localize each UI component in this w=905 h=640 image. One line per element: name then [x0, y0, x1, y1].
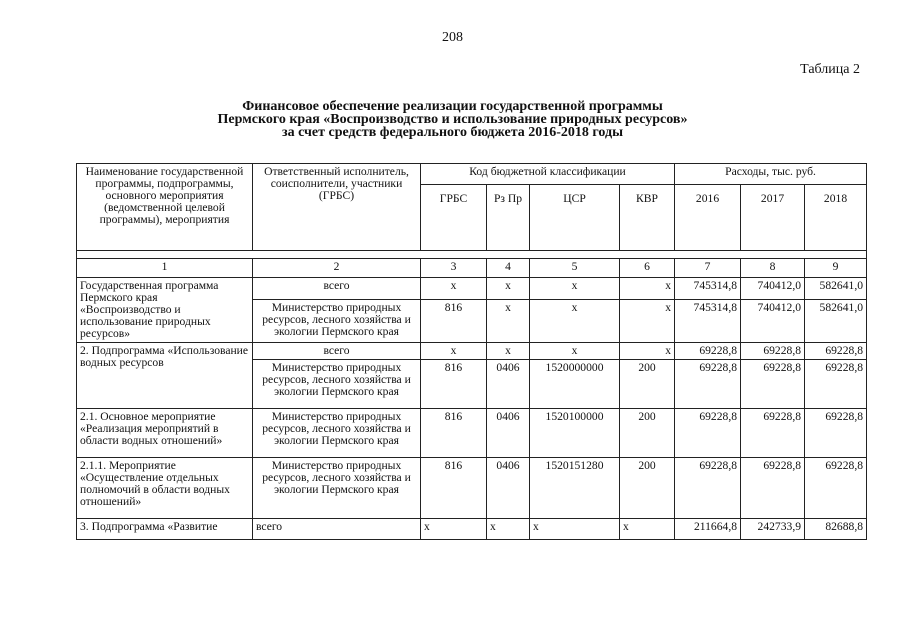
- row-executor: всего: [253, 519, 421, 540]
- row-kvr: 200: [620, 458, 675, 519]
- row-value-2017: 69228,8: [741, 343, 805, 360]
- table-row: [77, 278, 867, 300]
- row-kvr: 200: [620, 409, 675, 458]
- row-kvr: 200: [620, 360, 675, 409]
- column-number: 1: [77, 259, 253, 278]
- row-value-2016: 69228,8: [675, 458, 741, 519]
- row-value-2017: 69228,8: [741, 409, 805, 458]
- row-value-2016: 211664,8: [675, 519, 741, 540]
- row-value-2017: 740412,0: [741, 278, 805, 300]
- row-executor: Министерство природных ресурсов, лесного хозяйства и экологии Пермского края: [253, 458, 421, 519]
- row-value-2018: 69228,8: [805, 343, 867, 360]
- row-grbs: х: [421, 278, 487, 300]
- row-executor: Министерство природных ресурсов, лесного хозяйства и экологии Пермского края: [253, 409, 421, 458]
- row-kvr: х: [620, 519, 675, 540]
- row-executor: Министерство природных ресурсов, лесного хозяйства и экологии Пермского края: [253, 300, 421, 343]
- row-executor: всего: [253, 278, 421, 300]
- header-executor: Ответственный исполнитель, соисполнители, участники (ГРБС): [253, 164, 421, 251]
- table-row: [77, 343, 867, 360]
- row-rzpr: 0406: [487, 458, 530, 519]
- row-csr: 1520000000: [530, 360, 620, 409]
- header-year-2016: 2016: [675, 185, 741, 251]
- title-line-1: Финансовое обеспечение реализации государственной программы: [242, 99, 663, 114]
- column-number: 5: [530, 259, 620, 278]
- row-rzpr: х: [487, 300, 530, 343]
- row-name: 3. Подпрограмма «Развитие: [77, 519, 253, 540]
- column-number: 9: [805, 259, 867, 278]
- row-grbs: 816: [421, 458, 487, 519]
- row-rzpr: 0406: [487, 360, 530, 409]
- row-value-2017: 69228,8: [741, 458, 805, 519]
- row-kvr: х: [620, 278, 675, 300]
- row-csr: х: [530, 343, 620, 360]
- financing-table: [76, 163, 867, 540]
- title-line-2: Пермского края «Воспроизводство и использование природных ресурсов»: [217, 112, 688, 127]
- row-name: Государственная программа Пермского края «Воспроизводство и использование природных ресурсов»: [77, 278, 253, 343]
- row-value-2018: 582641,0: [805, 278, 867, 300]
- row-kvr: х: [620, 300, 675, 343]
- row-value-2018: 69228,8: [805, 409, 867, 458]
- table-row: [77, 409, 867, 458]
- header-year-2017: 2017: [741, 185, 805, 251]
- row-grbs: 816: [421, 300, 487, 343]
- column-number: 6: [620, 259, 675, 278]
- header-name: Наименование государственной программы, подпрограммы, основного мероприятия (ведомственной целевой программы), мероприятия: [77, 164, 253, 251]
- row-csr: 1520151280: [530, 458, 620, 519]
- row-value-2016: 745314,8: [675, 278, 741, 300]
- header-expenses: Расходы, тыс. руб.: [675, 164, 867, 185]
- row-csr: х: [530, 519, 620, 540]
- table-row: [77, 458, 867, 519]
- row-grbs: 816: [421, 409, 487, 458]
- row-grbs: х: [421, 343, 487, 360]
- page-number: 208: [442, 30, 463, 45]
- column-number-row: [77, 259, 867, 278]
- column-number: 3: [421, 259, 487, 278]
- header-year-2018: 2018: [805, 185, 867, 251]
- document-title: [0, 100, 905, 139]
- header-gap: [77, 251, 867, 259]
- row-grbs: х: [421, 519, 487, 540]
- table-row: [77, 519, 867, 540]
- row-value-2017: 242733,9: [741, 519, 805, 540]
- header-grbs: ГРБС: [421, 185, 487, 251]
- header-csr: ЦСР: [530, 185, 620, 251]
- row-value-2016: 745314,8: [675, 300, 741, 343]
- row-csr: х: [530, 278, 620, 300]
- header-budget-code: Код бюджетной классификации: [421, 164, 675, 185]
- row-value-2016: 69228,8: [675, 360, 741, 409]
- column-number: 8: [741, 259, 805, 278]
- header-kvr: КВР: [620, 185, 675, 251]
- title-line-3: за счет средств федерального бюджета 2016-2018 годы: [281, 125, 624, 140]
- column-number: 7: [675, 259, 741, 278]
- table-header-row-1: [77, 164, 867, 185]
- row-name: 2. Подпрограмма «Использование водных ресурсов: [77, 343, 253, 409]
- header-rzpr: Рз Пр: [487, 185, 530, 251]
- row-rzpr: х: [487, 519, 530, 540]
- row-csr: 1520100000: [530, 409, 620, 458]
- row-rzpr: 0406: [487, 409, 530, 458]
- column-number: 4: [487, 259, 530, 278]
- row-executor: всего: [253, 343, 421, 360]
- row-value-2018: 69228,8: [805, 458, 867, 519]
- row-name: 2.1.1. Мероприятие «Осуществление отдельных полномочий в области водных отношений»: [77, 458, 253, 519]
- row-rzpr: х: [487, 278, 530, 300]
- row-rzpr: х: [487, 343, 530, 360]
- row-kvr: х: [620, 343, 675, 360]
- row-executor: Министерство природных ресурсов, лесного хозяйства и экологии Пермского края: [253, 360, 421, 409]
- row-value-2018: 82688,8: [805, 519, 867, 540]
- row-name: 2.1. Основное мероприятие «Реализация мероприятий в области водных отношений»: [77, 409, 253, 458]
- row-value-2018: 582641,0: [805, 300, 867, 343]
- row-value-2016: 69228,8: [675, 409, 741, 458]
- row-value-2016: 69228,8: [675, 343, 741, 360]
- column-number: 2: [253, 259, 421, 278]
- row-grbs: 816: [421, 360, 487, 409]
- row-csr: х: [530, 300, 620, 343]
- row-value-2017: 69228,8: [741, 360, 805, 409]
- row-value-2018: 69228,8: [805, 360, 867, 409]
- table-label: Таблица 2: [800, 62, 860, 77]
- row-value-2017: 740412,0: [741, 300, 805, 343]
